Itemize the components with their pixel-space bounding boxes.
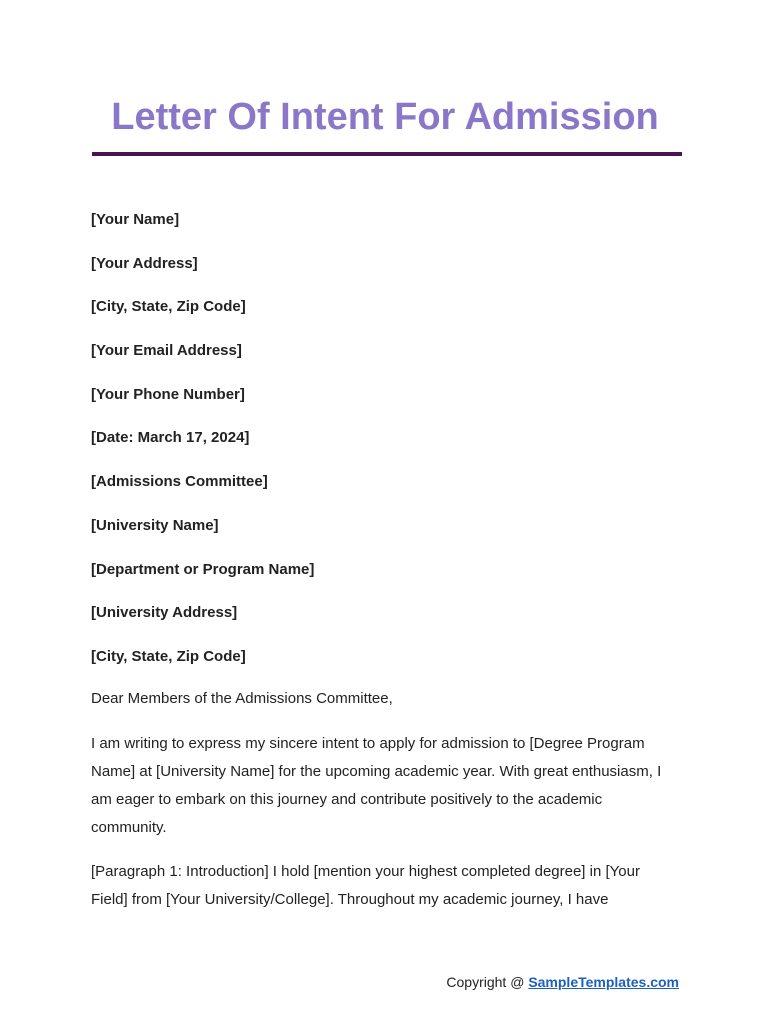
copyright-text: Copyright @	[446, 974, 529, 990]
letter-greeting: Dear Members of the Admissions Committee,	[91, 690, 393, 707]
field-university-name: [University Name]	[91, 516, 219, 534]
letter-header-fields	[91, 211, 691, 692]
field-email-address: [Your Email Address]	[91, 342, 242, 360]
field-university-address: [University Address]	[91, 604, 238, 622]
copyright-footer	[446, 973, 679, 991]
body-paragraph: I am writing to express my sincere intent to apply for admission to [Degree Program Name] at [University Name] for the upcoming academic year. With great enthusiasm, I am eager to embark on this journey and contribute positively to the academic community.	[91, 735, 662, 836]
body-paragraph: [Paragraph 1: Introduction] I hold [mention your highest completed degree] in [Your Field] from [Your University/College]. Throughout my academic journey, I have	[91, 863, 640, 908]
field-your-address: [Your Address]	[91, 254, 198, 272]
field-phone-number: [Your Phone Number]	[91, 385, 245, 403]
field-university-city-state-zip: [City, State, Zip Code]	[91, 647, 246, 665]
field-city-state-zip: [City, State, Zip Code]	[91, 298, 246, 316]
title-divider	[92, 152, 682, 156]
field-your-name: [Your Name]	[91, 211, 180, 228]
sample-templates-link[interactable]: SampleTemplates.com	[528, 974, 679, 990]
field-department-program: [Department or Program Name]	[91, 560, 315, 578]
document-title: Letter Of Intent For Admission	[111, 96, 659, 138]
field-date: [Date: March 17, 2024]	[91, 429, 250, 447]
field-admissions-committee: [Admissions Committee]	[91, 473, 268, 491]
